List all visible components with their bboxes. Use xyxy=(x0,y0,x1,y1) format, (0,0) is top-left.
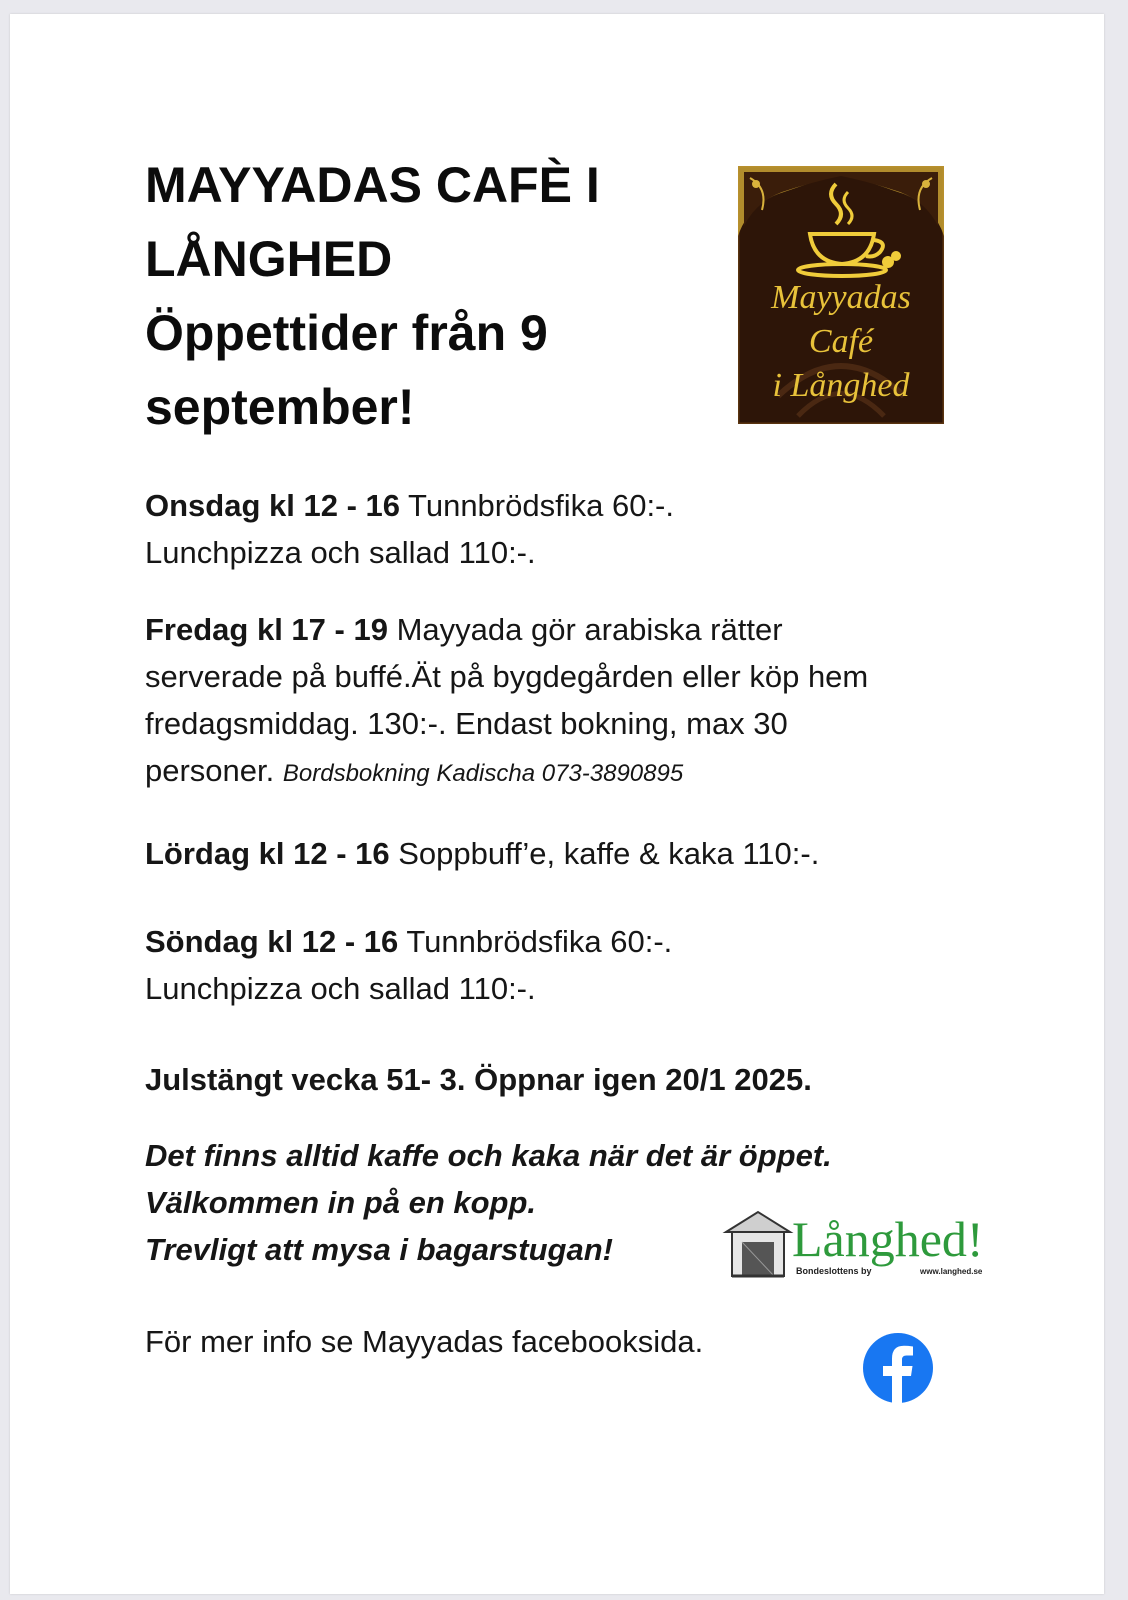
more-info-text: För mer info se Mayyadas facebooksida. xyxy=(145,1324,704,1359)
welcome-line-3: Trevligt att mysa i bagarstugan! xyxy=(145,1232,613,1267)
facebook-icon[interactable] xyxy=(862,1332,934,1404)
friday-text-4: personer. xyxy=(145,753,275,788)
friday-text-2: serverade på buffé.Ät på bygdegården eller köp hem xyxy=(145,659,869,694)
langhed-logo-graphic xyxy=(722,1204,1022,1289)
sunday-day: Söndag kl 12 - 16 xyxy=(145,924,399,959)
cafe-logo-line-1: Mayyadas xyxy=(771,279,911,316)
sunday-text-1: Tunnbrödsfika 60:-. xyxy=(398,924,673,959)
house-icon xyxy=(726,1212,790,1276)
langhed-logo-tagline: Bondeslottens by xyxy=(796,1266,872,1276)
langhed-logo xyxy=(722,1204,1022,1289)
sunday-text-2: Lunchpizza och sallad 110:-. xyxy=(145,971,536,1006)
wednesday-text-2: Lunchpizza och sallad 110:-. xyxy=(145,535,536,570)
friday-schedule xyxy=(145,606,1015,797)
sunday-schedule xyxy=(145,918,1015,1012)
title-line-3: Öppettider från 9 xyxy=(145,305,548,361)
cafe-logo-line-3: i Långhed xyxy=(772,367,910,404)
cafe-logo-graphic xyxy=(738,166,944,424)
friday-text-1: Mayyada gör arabiska rätter xyxy=(387,612,783,647)
saturday-day: Lördag kl 12 - 16 xyxy=(145,836,390,871)
saturday-text-1: Soppbuff’e, kaffe & kaka 110:-. xyxy=(389,836,820,871)
welcome-line-1: Det finns alltid kaffe och kaka när det är öppet. xyxy=(145,1138,832,1173)
friday-day: Fredag kl 17 - 19 xyxy=(145,612,388,647)
cafe-logo-line-2: Café xyxy=(808,323,874,360)
wednesday-text-1: Tunnbrödsfika 60:-. xyxy=(400,488,674,523)
saturday-schedule xyxy=(145,830,1015,877)
friday-text-3: fredagsmiddag. 130:-. Endast bokning, max 30 xyxy=(145,706,788,741)
title-line-4: september! xyxy=(145,379,415,435)
title-line-1: MAYYADAS CAFÈ I xyxy=(145,157,600,213)
wednesday-schedule xyxy=(145,482,1015,576)
closed-notice: Julstängt vecka 51- 3. Öppnar igen 20/1 2025. xyxy=(145,1062,812,1097)
langhed-logo-url: www.langhed.se xyxy=(920,1267,983,1276)
welcome-line-2: Välkommen in på en kopp. xyxy=(145,1185,537,1220)
cafe-logo xyxy=(738,166,944,424)
friday-booking: Bordsbokning Kadischa 073-3890895 xyxy=(282,760,684,787)
page-title xyxy=(145,148,705,444)
wednesday-day: Onsdag kl 12 - 16 xyxy=(145,488,400,523)
flyer-page xyxy=(10,14,1104,1594)
title-line-2: LÅNGHED xyxy=(145,231,393,287)
langhed-logo-name: Långhed! xyxy=(792,1211,984,1267)
